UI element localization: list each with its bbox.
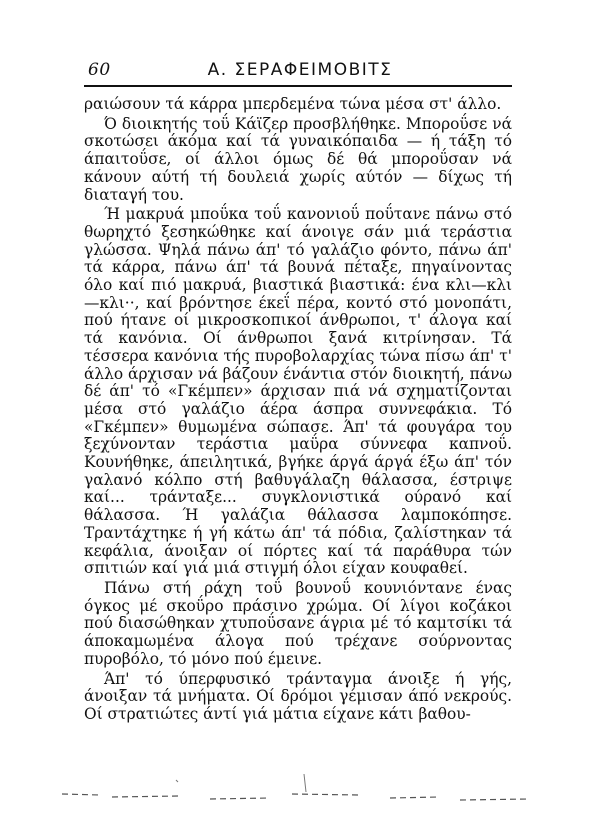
- paragraph-4: Πάνω στή ράχη τοΰ βουνοΰ κουνιόντανε ένας όγκος μέ σκοΰρο πράσινο χρώμα. Οί λίγοι κοζάκοι πού διασώθηκαν χτυποΰσανε άγρια μέ τό καμτσίκι τά άποκαμωμένα άλογα πού τρέχανε σούρνοντας πυροβόλο, τό μόνο πού έμεινε.: [84, 578, 512, 668]
- paragraph-3: Ή μακρυά μποΰκα τοΰ κανονιοΰ ποΰτανε πάνω στό θωρηχτό ξεσηκώθηκε καί άνοιγε σάν μιά τεράστια γλώσσα. Ψηλά πάνω άπ' τό γαλάζιο φόντο, πάνω άπ' τά κάρρα, πάνω άπ' τά βουνά πέταξε, πηγαίνοντας όλο καί πιό μακρυά, βιαστικά βιαστικά: ένα κλι—κλι—κλι··, καί βρόντησε έκεΐ πέρα, κοντό στό μονοπάτι, πού ήτανε οί μικροσκοπικοί άνθρωποι, τ' άλογα καί τά κανόνια. Οί άνθρωποι ξανά κιτρίνησαν. Τά τέσσερα κανόνια τής πυροβολαρχίας τώνα πίσω άπ' τ' άλλο άρχισαν νά βάζουν ένάντια στόν διοικητή, πάνω δέ άπ' τό «Γκέμπεν» άρχισαν πιά νά σχηματίζονται μέσα στό γαλάζιο άέρα άσπρα συννεφάκια. Τό «Γκέμπεν» θυμωμένα σώπασε. Άπ' τά φουγάρα του ξεχύνονταν τεράστια μαΰρα σύννεφα καπνοΰ. Κουνήθηκε, άπειλητικά, βγήκε άργά άργά έξω άπ' τόν γαλανό κόλπο στή βαθυγάλαζη θάλασσα, έστριψε καί... τράνταξε... συγκλονιστικά ούρανό καί θάλασσα. Ή γαλάζια θάλασσα λαμποκόπησε. Τραντάχτηκε ή γή κάτω άπ' τά πόδια, ζαλίστηκαν τά κεφάλια, άνοιξαν οί πόρτες καί τά παράθυρα τών σπιτιών καί γιά μιά στιγμή όλοι είχαν κουφαθεί.: [84, 205, 512, 578]
- body-text: [84, 96, 512, 724]
- paragraph-2: Ό διοικητής τοΰ Κάϊζερ προσβλήθηκε. Μποροΰσε νά σκοτώσει άκόμα καί τά γυναικόπαιδα — ή τάξη τό άπαιτοΰσε, οί άλλοι όμως δέ θά μποροΰσαν νά κάνουν αύτή τή δουλειά χωρίς αύτόν — δίχως τή διαταγή του.: [84, 114, 512, 204]
- running-head-author: Α. ΣΕΡΑΦΕΙΜΟΒΙΤΣ: [207, 60, 393, 80]
- header-rule: [84, 85, 512, 87]
- print-smudges: [60, 770, 540, 810]
- paragraph-1: ραιώσουν τά κάρρα μπερδεμένα τώνα μέσα στ' άλλο.: [84, 95, 502, 113]
- paragraph-5: Άπ' τό ύπερφυσικό τράνταγμα άνοιξε ή γής, άνοιξαν τά μνήματα. Οί δρόμοι γέμισαν άπό νεκρούς. Οί στρατιώτες άντί γιά μάτια είχανε κάτι βαθου-: [84, 669, 512, 723]
- page-number: 60: [88, 60, 111, 80]
